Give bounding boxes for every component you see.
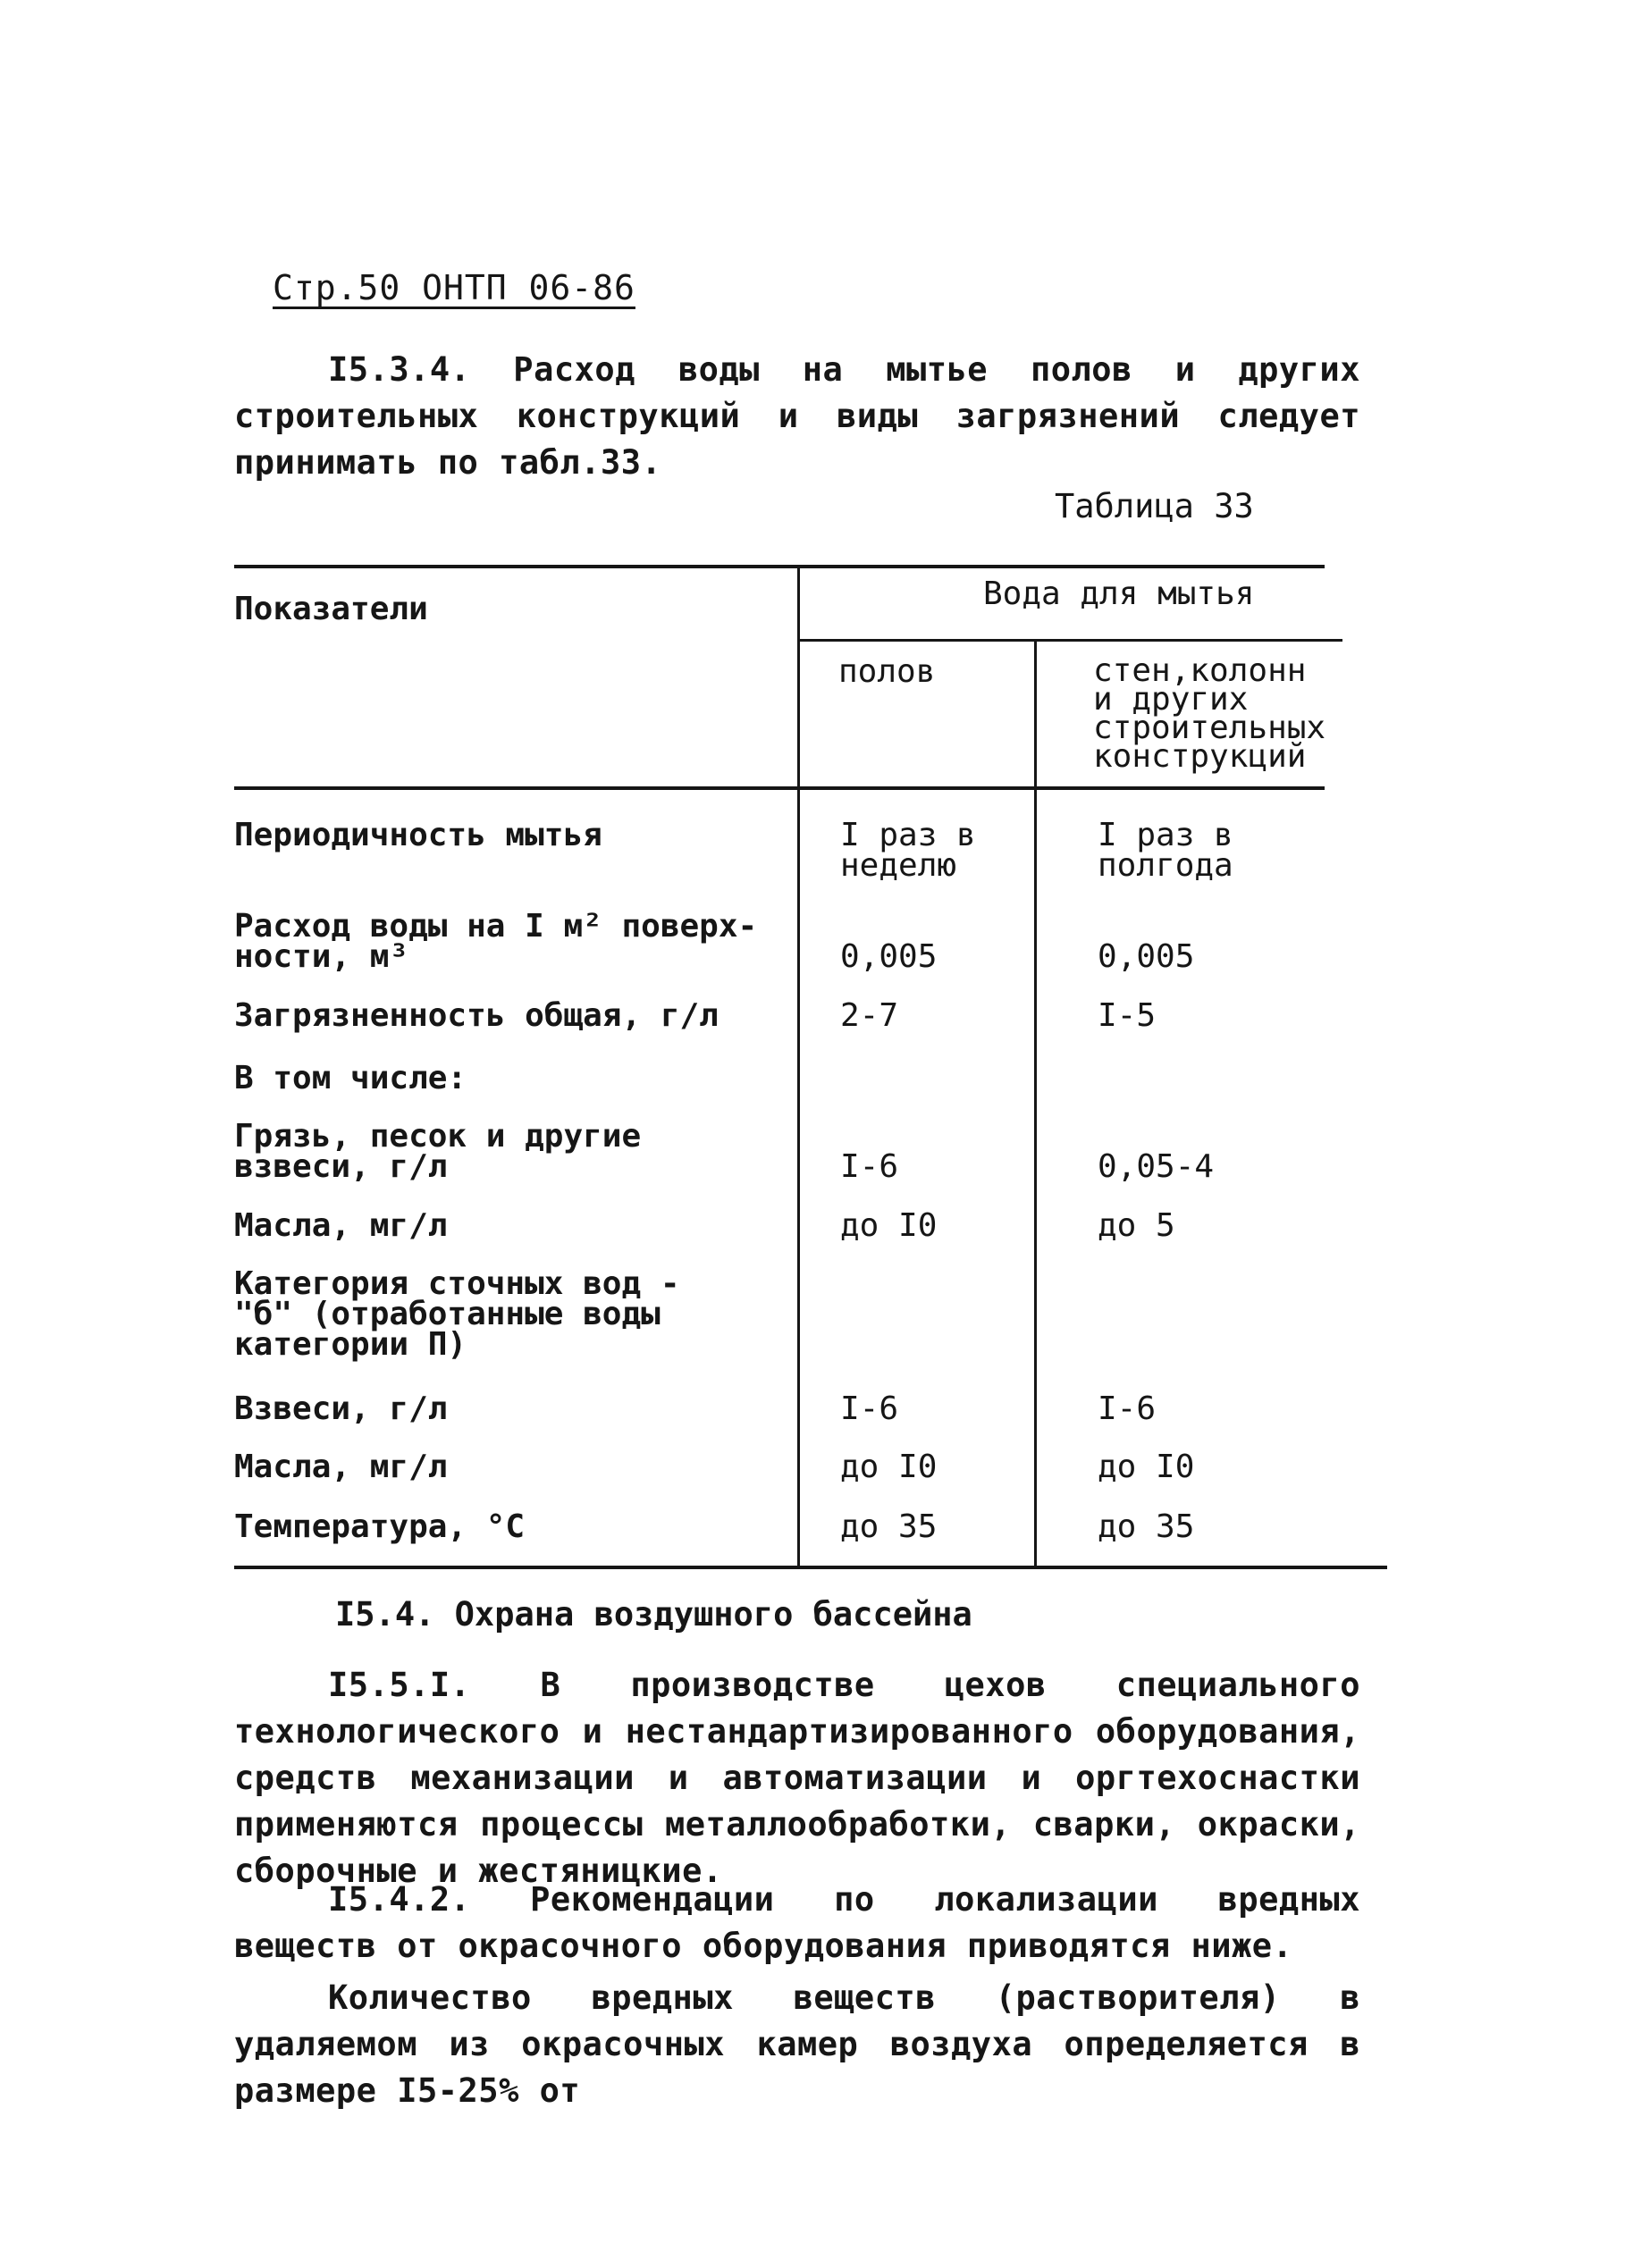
page-reference: Стр.50 ОНТП 06-86 <box>273 268 635 307</box>
row-indicator: Грязь, песок и другие взвеси, г/л <box>234 1118 642 1185</box>
table-col-divider-1 <box>797 567 800 1567</box>
intro-text: I5.3.4. Расход воды на мытье полов и других строительных конструкций и виды загрязнений следует принимать по табл.33. <box>234 350 1360 482</box>
col-header-floors: полов <box>838 653 936 690</box>
row-floors-value: I раз в неделю <box>840 817 976 884</box>
section-paragraph-3 <box>234 1975 1360 2114</box>
row-walls-value: 0,005 <box>1098 938 1195 975</box>
table-header-bottom-rule <box>234 786 1325 790</box>
row-indicator: Масла, мг/л <box>234 1207 448 1244</box>
intro-paragraph <box>234 347 1360 486</box>
section-paragraph-1 <box>234 1662 1360 1894</box>
row-indicator: Взвеси, г/л <box>234 1390 448 1427</box>
row-walls-value: I раз в полгода <box>1098 817 1233 884</box>
table-col-divider-2 <box>1034 640 1037 1567</box>
row-walls-value: I-5 <box>1098 997 1157 1034</box>
row-indicator: Температура, °С <box>234 1508 526 1545</box>
section-paragraph-2 <box>234 1877 1360 1970</box>
row-indicator: Масла, мг/л <box>234 1449 448 1485</box>
row-floors-value: I-6 <box>840 1390 899 1427</box>
table-top-rule <box>234 565 1325 568</box>
section-p2-text: I5.4.2. Рекомендации по локализации вредных веществ от окрасочного оборудования приводятся ниже. <box>234 1880 1360 1965</box>
row-walls-value: до 35 <box>1098 1508 1195 1545</box>
table-bottom-rule <box>234 1566 1387 1569</box>
row-walls-value: до I0 <box>1098 1449 1195 1485</box>
col-header-walls: стен,колонн и других строительных конструкций <box>1093 652 1326 775</box>
row-floors-value: до I0 <box>840 1207 938 1244</box>
row-indicator: Загрязненность общая, г/л <box>234 997 719 1034</box>
section-p3-text: Количество вредных веществ (растворителя) в удаляемом из окрасочных камер воздуха определяется в размере I5-25% от <box>234 1978 1360 2110</box>
row-floors-value: I-6 <box>840 1148 899 1185</box>
section-p1-text: I5.5.I. В производстве цехов специального технологического и нестандартизированного оборудования, средств механизации и автоматизации и оргтехоснастки применяются процессы металлообработки, сварки, окраски, сборочные и жестяницкие. <box>234 1666 1360 1890</box>
table-label: Таблица 33 <box>1055 487 1254 525</box>
row-indicator: Категория сточных вод - "б" (отработанные воды категории П) <box>234 1265 680 1363</box>
section-heading: I5.4. Охрана воздушного бассейна <box>335 1595 972 1634</box>
row-indicator: В том числе: <box>234 1060 467 1096</box>
row-walls-value: 0,05-4 <box>1098 1148 1215 1185</box>
row-floors-value: 2-7 <box>840 997 899 1034</box>
row-floors-value: до 35 <box>840 1508 938 1545</box>
row-walls-value: I-6 <box>1098 1390 1157 1427</box>
row-floors-value: 0,005 <box>840 938 938 975</box>
row-walls-value: до 5 <box>1098 1207 1175 1244</box>
col-header-group: Вода для мытья <box>983 575 1255 612</box>
row-floors-value: до I0 <box>840 1449 938 1485</box>
row-indicator: Расход воды на I м² поверх- ности, м³ <box>234 908 758 975</box>
table-subheader-rule <box>797 639 1342 642</box>
col-header-indicator: Показатели <box>234 591 428 627</box>
row-indicator: Периодичность мытья <box>234 817 602 853</box>
